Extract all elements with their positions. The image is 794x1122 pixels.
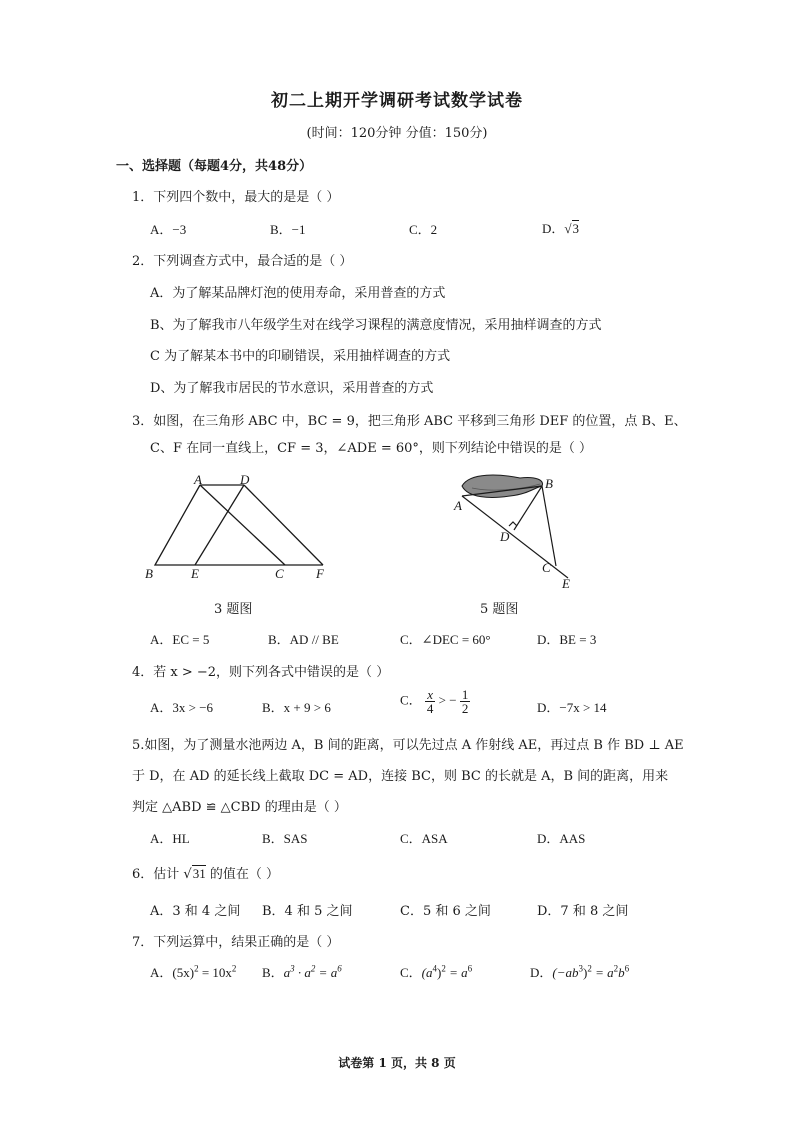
fig3-label-b: B — [145, 566, 153, 581]
q3-option-d: D．BE = 3 — [537, 632, 597, 647]
section-heading: 一、选择题（每题4分，共48分） — [116, 159, 313, 174]
q7-option-c: C．$(a^4)^2 = a^6$ — [400, 963, 473, 980]
fig3-label-a: A — [194, 472, 202, 487]
fig5-label-a: A — [454, 498, 462, 513]
question-7-stem: 7．下列运算中，结果正确的是（ ） — [132, 935, 340, 950]
q6-option-b: B．4 和 5 之间 — [262, 904, 353, 919]
q1-option-a: A．−3 — [150, 222, 187, 237]
q2-option-d: D、为了解我市居民的节水意识，采用普查的方式 — [150, 381, 434, 396]
question-6-stem: 6．估计 √31 的值在（ ） — [132, 866, 279, 882]
q7-option-b: B．$a^3 \cdot a^2 = a^6$ — [262, 963, 342, 980]
q4-option-d: D．−7x > 14 — [537, 700, 607, 715]
q1-option-b: B．−1 — [270, 222, 306, 237]
question-5-line3: 判定 △ABD ≌ △CBD 的理由是（ ） — [132, 800, 347, 815]
fig3-label-d: D — [240, 472, 250, 487]
fig5-label-c: C — [542, 560, 551, 575]
fig5-label-b: B — [545, 476, 553, 491]
question-1-stem: 1．下列四个数中，最大的是是（ ） — [132, 190, 340, 205]
figure-5-caption: 5 题图 — [480, 602, 519, 617]
q4-option-c: C． $\frac{x}{4}$ > − $\frac{1}{2}$ — [400, 687, 469, 716]
q3-option-a: A．EC = 5 — [150, 632, 210, 647]
q1-option-d: D．√3 — [542, 221, 580, 236]
question-3-line2: C、F 在同一直线上，CF = 3，∠ADE = 60°，则下列结论中错误的是（ ） — [150, 441, 593, 456]
fig3-label-e: E — [191, 566, 199, 581]
q7-option-d: D．$(-ab^3)^2 = a^2b^6$ — [530, 963, 630, 980]
q7-option-a: A．$(5x)^2 = 10x^2$ — [150, 963, 237, 980]
q3-option-c: C．∠DEC = 60° — [400, 632, 491, 647]
q6-option-c: C．5 和 6 之间 — [400, 904, 491, 919]
fig3-label-f: F — [316, 566, 324, 581]
exam-info: (时间：120分钟 分值：150分) — [306, 126, 488, 141]
figure-3-caption: 3 题图 — [214, 602, 253, 617]
q5-option-a: A．HL — [150, 831, 190, 846]
q5-option-d: D．AAS — [537, 831, 586, 846]
question-3-line1: 3．如图，在三角形 ABC 中，BC = 9，把三角形 ABC 平移到三角形 DEF 的位置，点 B、E、 — [132, 414, 687, 429]
figure-3-diagram — [140, 470, 340, 585]
page-title: 初二上期开学调研考试数学试卷 — [271, 91, 523, 111]
page-number: 试卷第 1 页，共 8 页 — [338, 1056, 456, 1070]
q6-option-d: D．7 和 8 之间 — [537, 904, 629, 919]
q1-option-c: C．2 — [409, 222, 438, 237]
question-4-stem: 4．若 x > −2，则下列各式中错误的是（ ） — [132, 665, 390, 680]
q4-option-a: A．3x > −6 — [150, 700, 214, 715]
question-5-line1: 5.如图，为了测量水池两边 A，B 间的距离，可以先过点 A 作射线 AE，再过点 B 作 BD ⊥ AE — [132, 738, 684, 753]
fig3-label-c: C — [275, 566, 284, 581]
q6-option-a: A．3 和 4 之间 — [150, 904, 241, 919]
q2-option-c: C 为了解某本书中的印刷错误，采用抽样调查的方式 — [150, 349, 451, 364]
question-2-stem: 2．下列调查方式中，最合适的是（ ） — [132, 254, 353, 269]
fig5-label-d: D — [500, 529, 510, 544]
fig5-label-e: E — [562, 576, 570, 591]
q5-option-b: B．SAS — [262, 831, 308, 846]
q2-option-a: A．为了解某品牌灯泡的使用寿命，采用普查的方式 — [150, 286, 446, 301]
q3-option-b: B．AD // BE — [268, 632, 339, 647]
q5-option-c: C．ASA — [400, 831, 448, 846]
question-5-line2: 于 D，在 AD 的延长线上截取 DC = AD，连接 BC，则 BC 的长就是 A，B 间的距离，用来 — [132, 769, 669, 784]
figure-5-diagram — [450, 466, 590, 596]
q4-option-b: B．x + 9 > 6 — [262, 700, 331, 715]
q2-option-b: B、为了解我市八年级学生对在线学习课程的满意度情况，采用抽样调查的方式 — [150, 318, 602, 333]
